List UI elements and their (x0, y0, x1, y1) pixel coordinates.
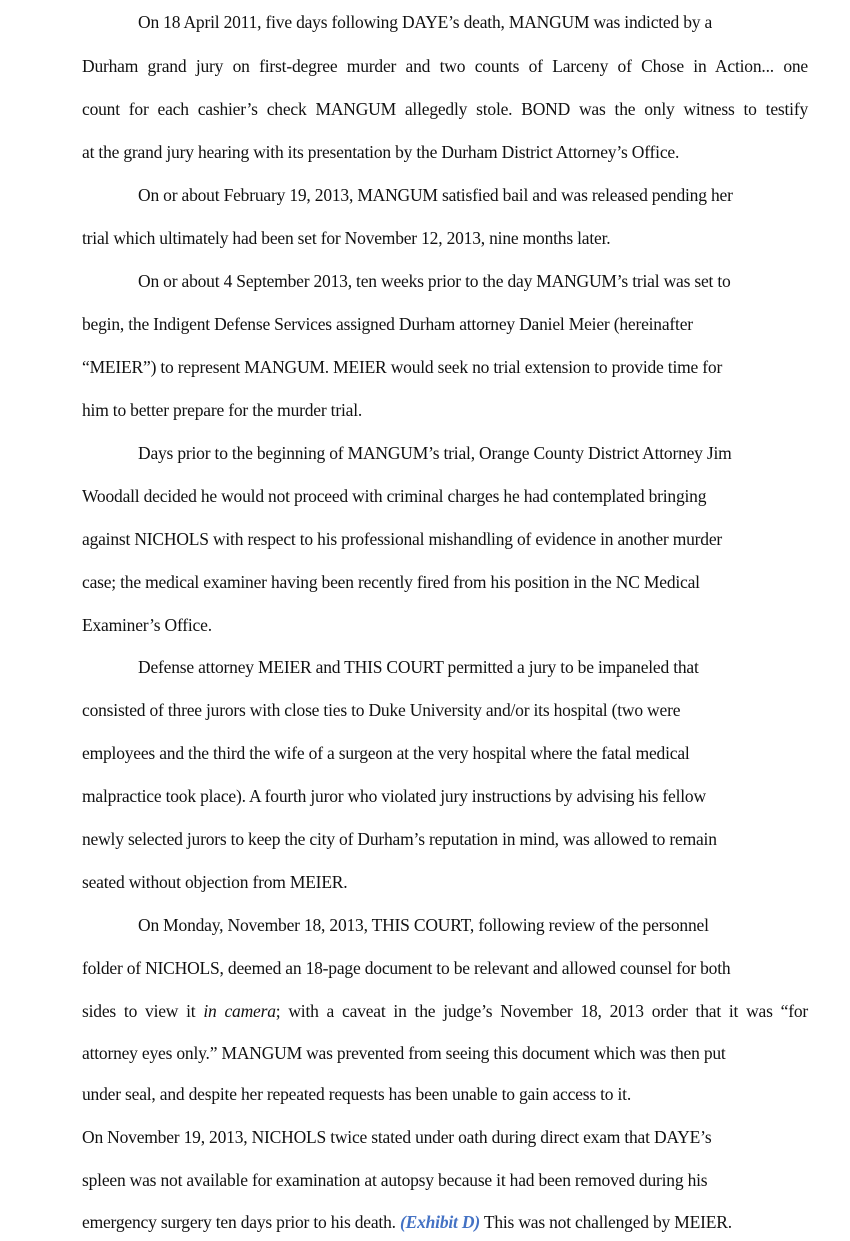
paragraph-4-line-4: case; the medical examiner having been recently fired from his position in the NC Medical (82, 572, 700, 592)
paragraph-1-line-1: On 18 April 2011, five days following DAYE’s death, MANGUM was indicted by a (138, 12, 713, 32)
paragraph-4-line-5: Examiner’s Office. (82, 615, 212, 635)
paragraph-5-line-5: newly selected jurors to keep the city of Durham’s reputation in mind, was allowed to remain (82, 829, 717, 849)
paragraph-5-line-1: Defense attorney MEIER and THIS COURT permitted a jury to be impaneled that (138, 657, 699, 677)
paragraph-4-line-1: Days prior to the beginning of MANGUM’s trial, Orange County District Attorney Jim (138, 443, 732, 463)
paragraph-6-line-4: attorney eyes only.” MANGUM was prevented from seeing this document which was then put (82, 1043, 726, 1063)
paragraph-4-line-3: against NICHOLS with respect to his professional mishandling of evidence in another murder (82, 529, 723, 549)
paragraph-3-line-4: him to better prepare for the murder trial. (82, 400, 363, 420)
paragraph-1-line-4: at the grand jury hearing with its presentation by the Durham District Attorney’s Office. (82, 142, 680, 162)
paragraph-4-line-2: Woodall decided he would not proceed with criminal charges he had contemplated bringing (82, 486, 707, 506)
paragraph-7-line-1: On November 19, 2013, NICHOLS twice stated under oath during direct exam that DAYE’s (82, 1127, 712, 1147)
paragraph-3-line-1: On or about 4 September 2013, ten weeks prior to the day MANGUM’s trial was set to (138, 271, 731, 291)
paragraph-3-line-3: “MEIER”) to represent MANGUM. MEIER would seek no trial extension to provide time for (82, 357, 723, 377)
paragraph-5-line-6: seated without objection from MEIER. (82, 872, 348, 892)
paragraph-7-line-3-after: This was not challenged by MEIER. (479, 1212, 732, 1232)
paragraph-6-line-3 (82, 1001, 808, 1021)
paragraph-6-line-1: On Monday, November 18, 2013, THIS COURT, following review of the personnel (138, 915, 709, 935)
paragraph-6-line-2: folder of NICHOLS, deemed an 18-page document to be relevant and allowed counsel for both (82, 958, 731, 978)
paragraph-5-line-4: malpractice took place). A fourth juror who violated jury instructions by advising his fellow (82, 786, 706, 806)
paragraph-5-line-3: employees and the third the wife of a surgeon at the very hospital where the fatal medical (82, 743, 690, 763)
paragraph-7-line-3-before: emergency surgery ten days prior to his death. (82, 1212, 400, 1232)
paragraph-2-line-2: trial which ultimately had been set for November 12, 2013, nine months later. (82, 228, 611, 248)
paragraph-5-line-2: consisted of three jurors with close ties to Duke University and/or its hospital (two were (82, 700, 681, 720)
paragraph-7-line-3 (82, 1212, 732, 1232)
paragraph-6-line-3-before: sides to view it (82, 1001, 204, 1021)
in-camera-italic: in camera (203, 1001, 276, 1021)
paragraph-2-line-1: On or about February 19, 2013, MANGUM satisfied bail and was released pending her (138, 185, 733, 205)
exhibit-d-link[interactable]: (Exhibit D) (400, 1212, 480, 1232)
paragraph-1-line-3: count for each cashier’s check MANGUM allegedly stole. BOND was the only witness to testify (82, 99, 808, 119)
paragraph-6-line-5: under seal, and despite her repeated requests has been unable to gain access to it. (82, 1084, 632, 1104)
paragraph-3-line-2: begin, the Indigent Defense Services assigned Durham attorney Daniel Meier (hereinafter (82, 314, 693, 334)
paragraph-1-line-2: Durham grand jury on first-degree murder and two counts of Larceny of Chose in Action... one (82, 56, 808, 76)
paragraph-7-line-2: spleen was not available for examination at autopsy because it had been removed during his (82, 1170, 708, 1190)
paragraph-6-line-3-after: ; with a caveat in the judge’s November 18, 2013 order that it was “for (275, 1001, 809, 1021)
